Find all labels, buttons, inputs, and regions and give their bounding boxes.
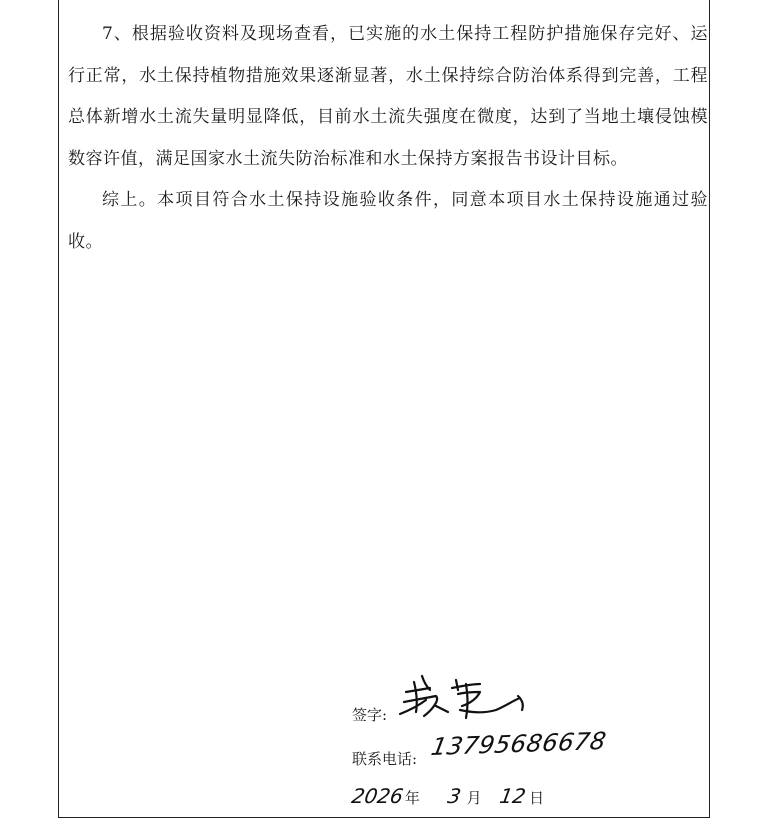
date-year: 2026 <box>349 784 406 808</box>
sign-label: 签字: <box>352 706 388 724</box>
handwritten-signature <box>396 670 536 726</box>
signature-block <box>349 670 652 820</box>
handwritten-phone-number: 13795686678 <box>428 726 609 762</box>
date-month-unit: 月 <box>466 789 482 807</box>
document-body <box>68 14 708 263</box>
phone-label: 联系电话: <box>352 750 418 768</box>
paragraph-summary: 综上。本项目符合水土保持设施验收条件，同意本项目水土保持设施通过验收。 <box>68 190 708 252</box>
signature-date <box>349 784 545 808</box>
date-day: 12 <box>497 784 528 808</box>
date-year-unit: 年 <box>404 789 420 807</box>
date-day-unit: 日 <box>529 789 545 807</box>
paragraph-conclusion-7: 7、根据验收资料及现场查看，已实施的水土保持工程防护措施保存完好、运行正常，水土保持植物措施效果逐渐显著，水土保持综合防治体系得到完善，工程总体新增水土流失量明显降低，目前水土流失强度在微度，达到了当地土壤侵蚀模数容许值，满足国家水土流失防治标准和水土保持方案报告书设计目标。 <box>68 24 708 169</box>
date-month: 3 <box>445 784 463 808</box>
